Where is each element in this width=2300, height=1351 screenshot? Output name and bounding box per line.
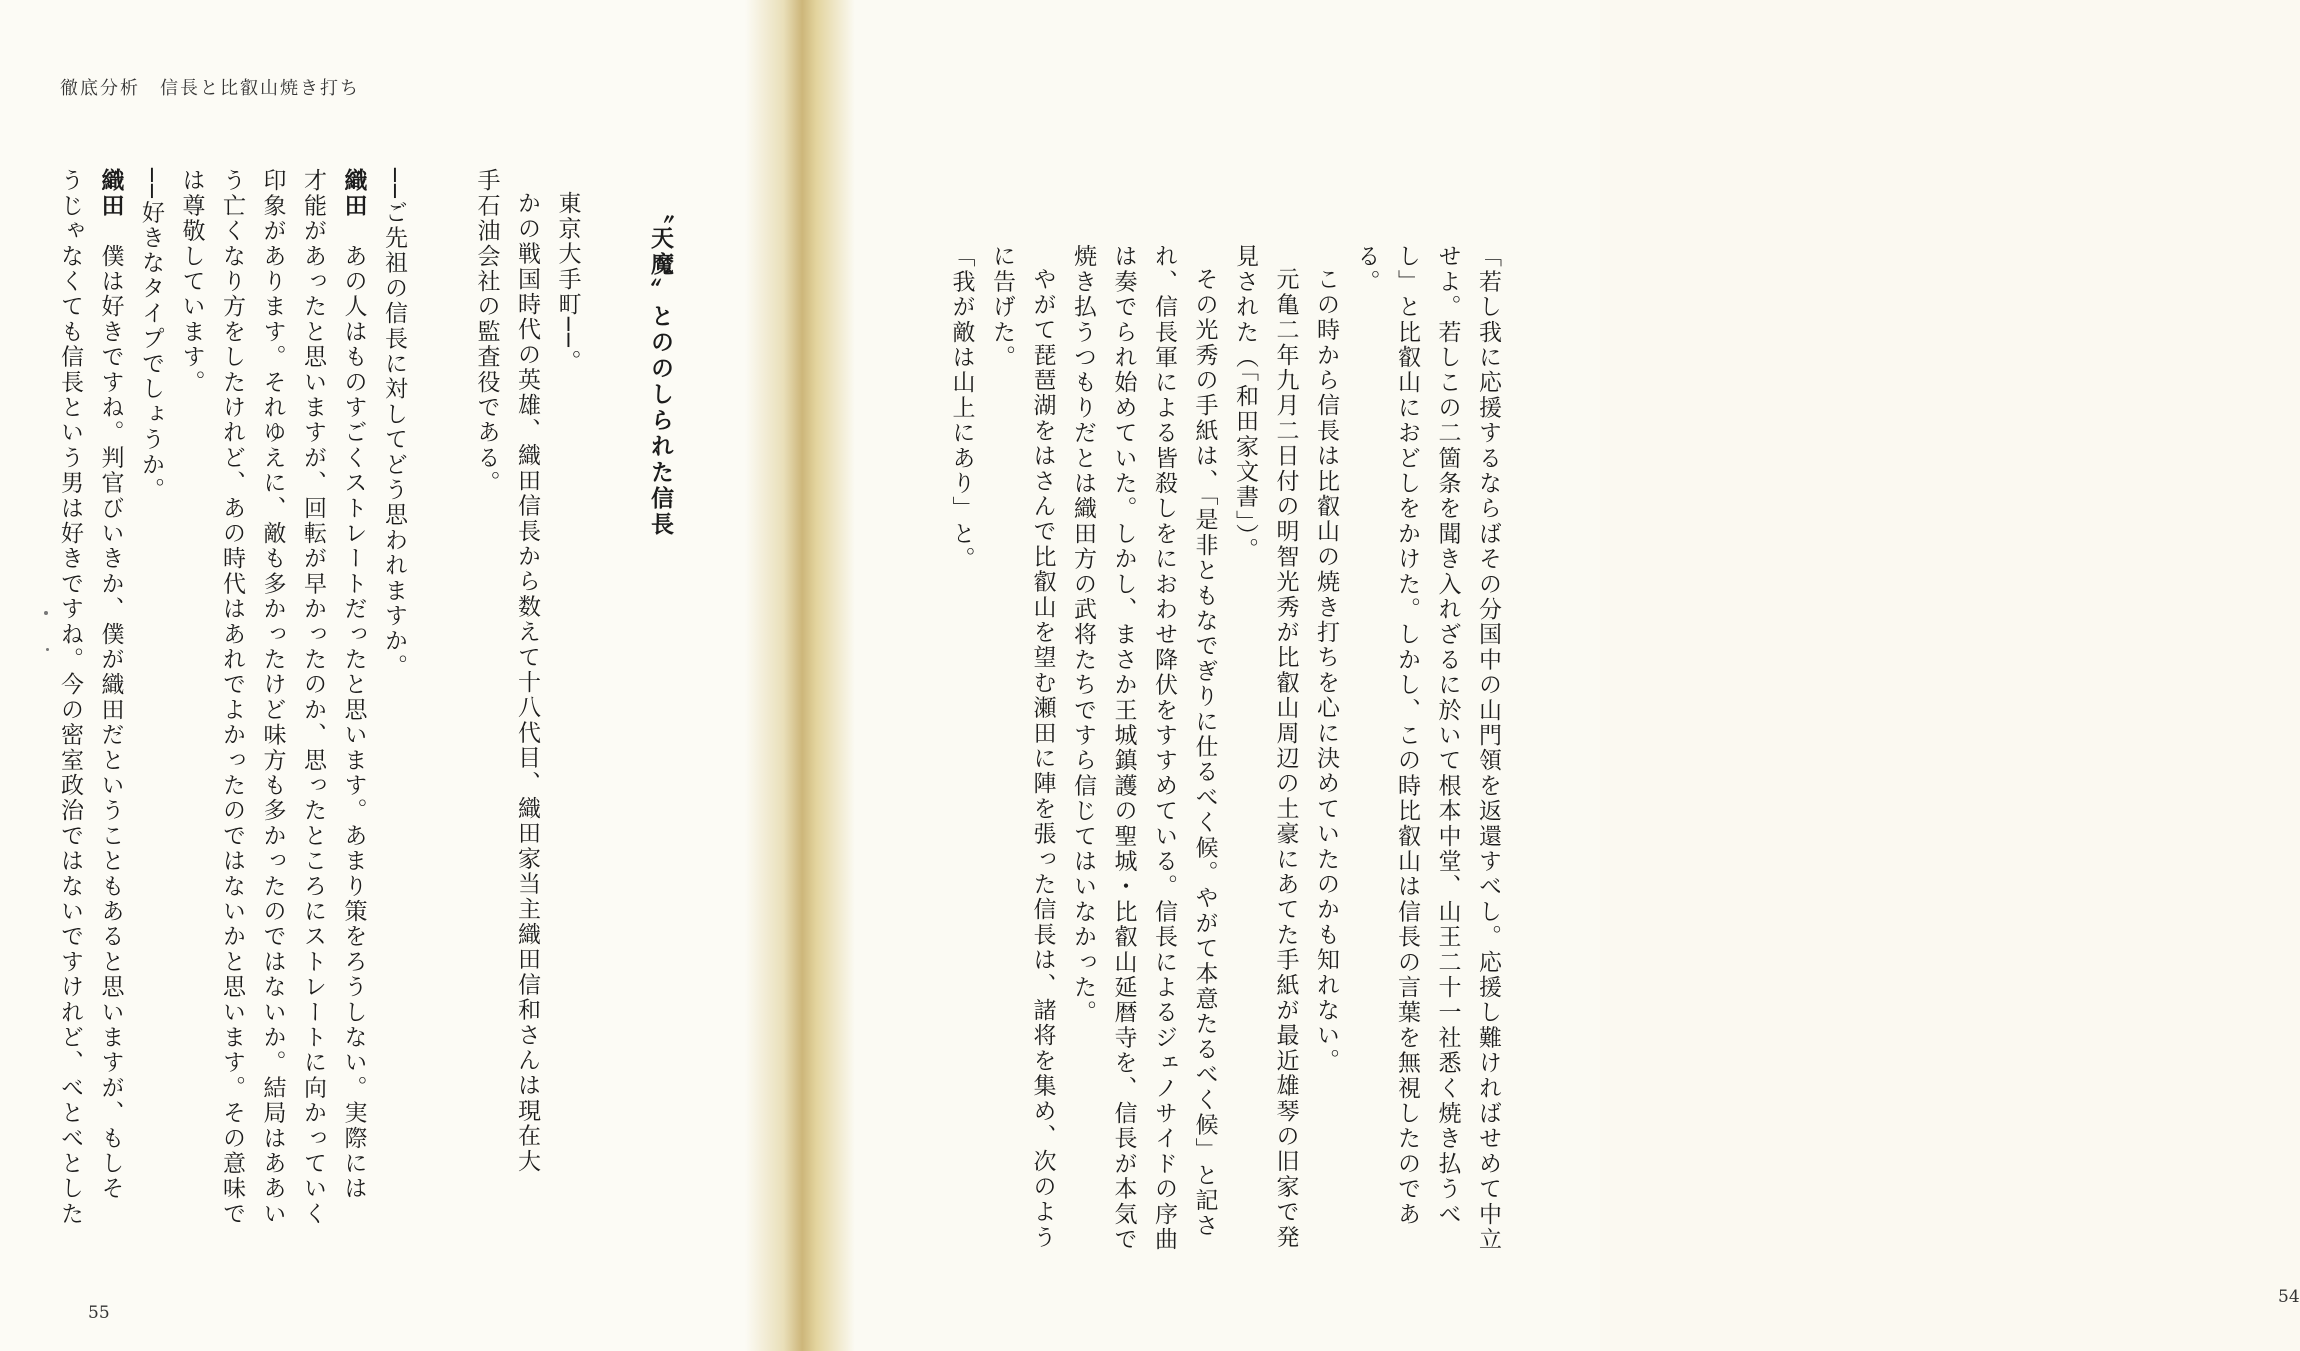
right-page: [790, 0, 2300, 1351]
page-number-right: 54: [2278, 1287, 2300, 1307]
paragraph-line: 元亀二年九月二日付の明智光秀が比叡山周辺の土豪にあてた手紙が最近雄琴の旧家で発: [1272, 267, 1299, 1250]
paragraph-line: やがて琵琶湖をはさんで比叡山を望む瀬田に陣を張った信長は、諸将を集め、次のよう: [1029, 267, 1056, 1250]
section-heading: 〝天魔〟とののしられた信長: [647, 200, 674, 539]
paragraph-line: し」と比叡山におどしをかけた。しかし、この時比叡山は信長の言葉を無視したのであ: [1394, 244, 1420, 1227]
dialogue-line: うじゃなくても信長という男は好きですね。今の密室政治ではないですけれど、べとべとした: [57, 168, 83, 1227]
left-page: [0, 0, 790, 1351]
intro-line: 手石油会社の監査役である。: [473, 168, 500, 496]
paper-speck: [44, 611, 48, 615]
dialogue-line: 印象があります。それゆえに、敵も多かったけど味方も多かったのではないか。結局はああい: [259, 168, 286, 1227]
dialogue-line: 才能があったと思いますが、回転が早かったのか、思ったところにストレートに向かっていく: [300, 168, 326, 1227]
paragraph-line: る。: [1353, 244, 1380, 295]
paragraph-line: 見された（「和田家文書」）。: [1232, 244, 1258, 563]
page-number-left: 55: [88, 1303, 110, 1323]
dialogue-line: は尊敬しています。: [178, 168, 205, 395]
paragraph-line: に告げた。: [989, 244, 1015, 370]
paragraph-line: その光秀の手紙は、「是非ともなでぎりに仕るべく候。やがて本意たるべく候」と記さ: [1191, 267, 1218, 1239]
right-page-text: [941, 244, 1508, 1252]
paragraph-line: 焼き払うつもりだとは織田方の武将たちですら信じてはいなかった。: [1070, 244, 1096, 1026]
interviewer-question: ──好きなタイプでしょうか。: [138, 168, 164, 503]
book-gutter: [745, 0, 855, 1351]
intro-line: 東京大手町──。: [554, 191, 581, 375]
paragraph-line: 「若し我に応援するならばその分国中の山門領を返還すべし。応援し難ければせめて中立: [1475, 244, 1501, 1252]
quote-line: 「我が敵は山上にあり」と。: [948, 244, 975, 572]
paper-speck: [46, 648, 49, 651]
paragraph-line: れ、信長軍による皆殺しをにおわせ降伏をすすめている。信長によるジェノサイドの序曲: [1151, 244, 1177, 1252]
speaker-label: 織田: [97, 168, 125, 219]
dialogue-line: 織田 僕は好きですね。判官びいきか、僕が織田だということもあると思いますが、もしそ: [97, 168, 125, 1202]
speaker-label: 織田: [340, 168, 368, 219]
running-header: 徹底分析 信長と比叡山焼き打ち: [60, 78, 360, 99]
dialogue-line: う亡くなり方をしたけれど、あの時代はあれでよかったのではないかと思います。その意味で: [219, 168, 245, 1227]
left-page-text: [50, 168, 681, 1226]
interviewer-question: ──ご先祖の信長に対してどう思われますか。: [381, 168, 407, 679]
paragraph-line: この時から信長は比叡山の焼き打ちを心に決めていたのかも知れない。: [1313, 267, 1339, 1074]
paragraph-line: は奏でられ始めていた。しかし、まさか王城鎮護の聖城・比叡山延暦寺を、信長が本気で: [1110, 244, 1137, 1252]
paragraph-line: せよ。若しこの二箇条を聞き入れざるに於いて根本中堂、山王二十一社悉く焼き払うべ: [1434, 244, 1461, 1227]
dialogue-line: 織田 あの人はものすごくストレートだったと思います。あまり策をろうしない。実際には: [340, 168, 368, 1202]
intro-line: かの戦国時代の英雄、織田信長から数えて十八代目、織田家当主織田信和さんは現在大: [514, 191, 540, 1174]
